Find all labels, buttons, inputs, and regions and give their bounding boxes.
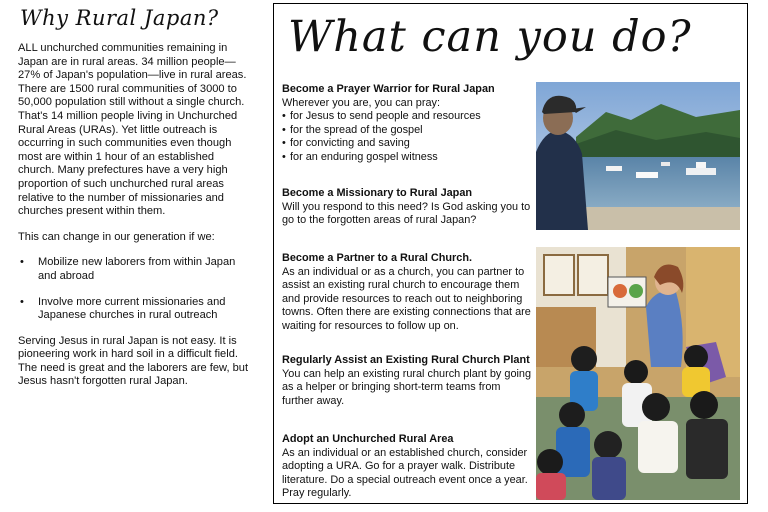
section-title: Regularly Assist an Existing Rural Church Plant <box>282 354 530 366</box>
section-body: As an individual or an established church, consider adopting a URA. Go for a prayer walk. Distribute literature. Do a special outreach event once a year. Pray regularly. <box>282 446 528 499</box>
assist-section <box>282 354 532 408</box>
section-title: Become a Partner to a Rural Church. <box>282 252 473 264</box>
what-can-you-do-box <box>273 3 748 504</box>
section-title: Become a Prayer Warrior for Rural Japan <box>282 83 495 95</box>
list-item: • for Jesus to send people and resources <box>282 110 532 124</box>
section-body: As an individual or as a church, you can partner to assist an existing rural church to encourage them and provide resources to reach out to neighboring towns. Often there are existing connections that are waiting for resources to follow up on. <box>282 265 531 332</box>
list-item: • for an enduring gospel witness <box>282 151 532 165</box>
section-title: Adopt an Unchurched Rural Area <box>282 433 454 445</box>
missionary-section <box>282 187 532 228</box>
closing-paragraph: Serving Jesus in rural Japan is not easy. It is pioneering work in hard soil in a difficult field. The need is great and the laborers are few, but Jesus hasn't forgotten rural Japan. <box>18 334 249 388</box>
prayer-list <box>282 110 532 164</box>
change-paragraph: This can change in our generation if we: <box>18 230 215 243</box>
section-title: Become a Missionary to Rural Japan <box>282 187 473 199</box>
what-can-you-do-heading: What can you do? <box>288 12 692 62</box>
why-rural-japan-heading: Why Rural Japan? <box>20 6 219 30</box>
prayer-section <box>282 83 532 164</box>
list-item: • for convicting and saving <box>282 137 532 151</box>
left-column <box>18 6 250 401</box>
harbor-photo <box>536 82 740 230</box>
list-item: • Involve more current missionaries and Japanese churches in rural outreach <box>18 296 250 323</box>
partner-section <box>282 252 532 333</box>
list-item: • for the spread of the gospel <box>282 124 532 138</box>
children-reading-image <box>536 247 740 500</box>
list-item: • Mobilize new laborers from within Japan and abroad <box>18 256 250 283</box>
intro-paragraph: ALL unchurched communities remaining in Japan are in rural areas. 34 million people—27% of Japan's population—live in rural areas. There are 1500 rural communities of 3000 to 50,000 population still without a single church. That's 14 million people living in Unchurched Rural Areas (URAs). Yet little outreach is occurring in such communities even though most are within 1 hour of an established church. Many prefectures have a very high proportion of such unchurched rural areas relative to the number of missionaries and churches present within them. <box>18 42 247 218</box>
change-list <box>18 256 250 322</box>
harbor-photo-image <box>536 82 740 230</box>
section-body: Will you respond to this need? Is God asking you to go to the forgotten areas of rural Japan? <box>282 200 531 226</box>
section-body: You can help an existing rural church plant by going as a helper or bringing short-term teams from further away. <box>282 367 532 407</box>
adopt-section <box>282 433 532 501</box>
children-reading-photo <box>536 247 740 500</box>
section-intro: Wherever you are, you can pray: <box>282 96 440 109</box>
